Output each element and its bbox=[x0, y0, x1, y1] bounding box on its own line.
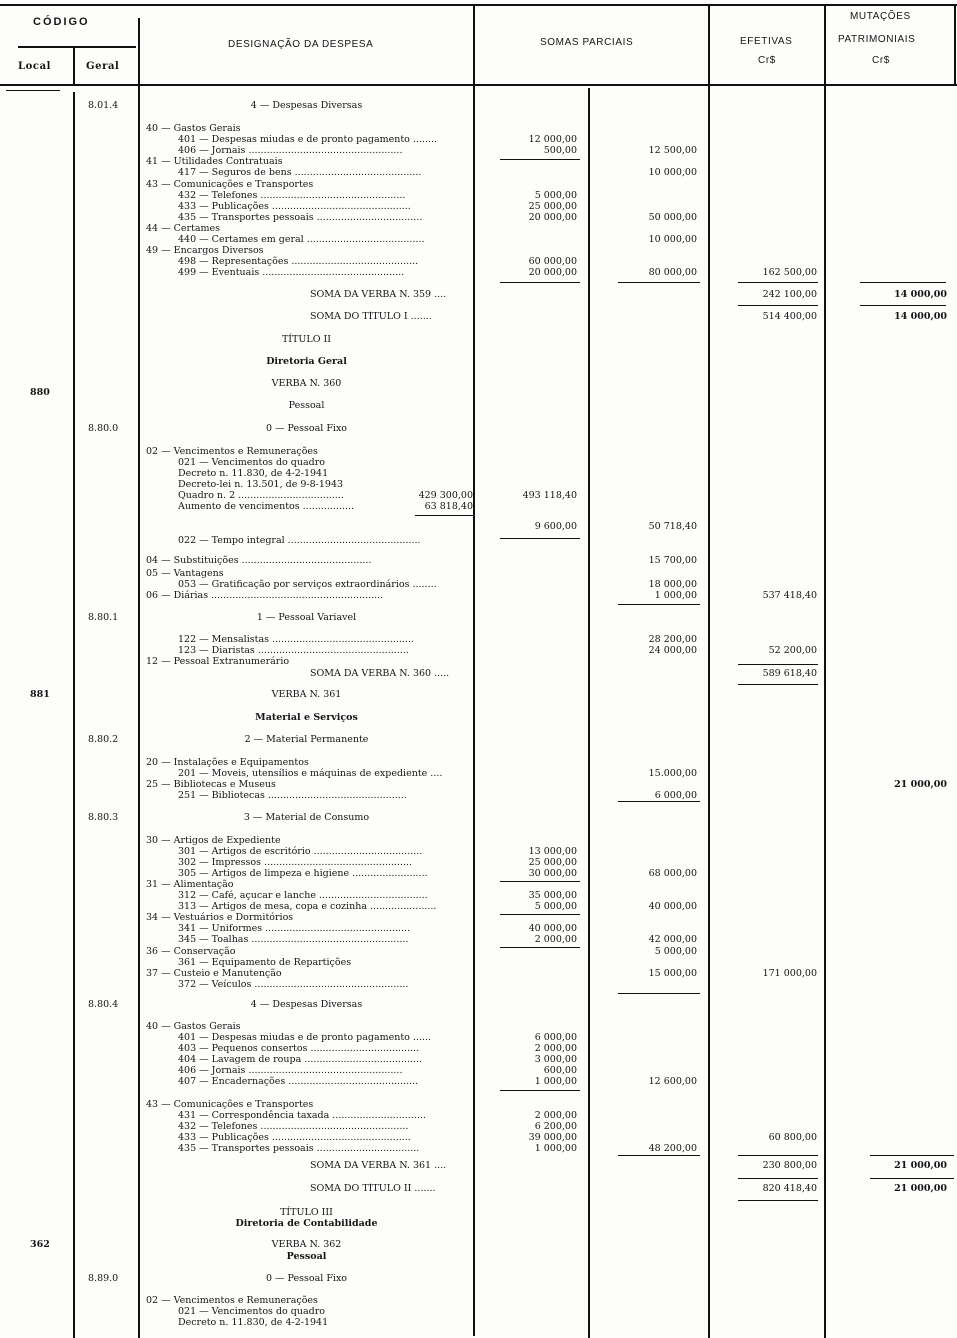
designacao-header: DESIGNAÇÃO DA DESPESA bbox=[228, 39, 374, 50]
expense-heading: VERBA N. 360 bbox=[271, 378, 342, 389]
geral-code: 8.80.4 bbox=[88, 999, 119, 1010]
expense-description: 302 — Impressos ................................................. bbox=[178, 857, 413, 868]
geral-desc-divider bbox=[138, 18, 140, 1338]
inner-amount: 429 300,00 bbox=[418, 490, 473, 501]
expense-description: 440 — Certames em geral ....................................... bbox=[178, 234, 425, 245]
expense-heading: TÍTULO III bbox=[280, 1207, 333, 1218]
partial-amount-2: 80 000,00 bbox=[648, 267, 697, 278]
parcial-mid-divider bbox=[588, 88, 590, 1338]
partial-amount-1: 500,00 bbox=[543, 145, 577, 156]
efetivas-amount: 589 618,40 bbox=[762, 668, 817, 679]
expense-description: 022 — Tempo integral ............................................ bbox=[178, 535, 421, 546]
expense-description: 498 — Representações .......................................... bbox=[178, 256, 419, 267]
expense-heading: TÍTULO II bbox=[281, 334, 332, 345]
efetivas-amount: 537 418,40 bbox=[762, 590, 817, 601]
expense-description: 49 — Encargos Diversos bbox=[146, 245, 264, 256]
expense-description: 401 — Despesas miudas e de pronto pagamento ...... bbox=[178, 1032, 432, 1043]
partial-amount-2: 40 000,00 bbox=[648, 901, 697, 912]
codigo-header: CÓDIGO bbox=[33, 16, 90, 28]
partial-amount-1: 35 000,00 bbox=[528, 890, 577, 901]
expense-description: 432 — Telefones ................................................ bbox=[178, 190, 406, 201]
geral-code: 8.01.4 bbox=[88, 100, 119, 111]
efetivas-amount: 820 418,40 bbox=[762, 1183, 817, 1194]
expense-description: 44 — Certames bbox=[146, 223, 221, 234]
parcial-efetivas-divider bbox=[708, 6, 710, 1338]
expense-heading: Diretoria Geral bbox=[266, 356, 347, 367]
header-bottom-rule-2 bbox=[6, 90, 60, 91]
expense-description: 053 — Gratificação por serviços extraordinários ........ bbox=[178, 579, 437, 590]
partial-amount-2: 48 200,00 bbox=[648, 1143, 697, 1154]
expense-description: 36 — Conservação bbox=[146, 946, 236, 957]
partial-amount-1: 5 000,00 bbox=[534, 901, 577, 912]
partial-amount-1: 493 118,40 bbox=[522, 490, 577, 501]
partial-amount-1: 3 000,00 bbox=[534, 1054, 577, 1065]
expense-description: 312 — Café, açucar e lanche .................................... bbox=[178, 890, 428, 901]
sum-line bbox=[500, 947, 580, 948]
expense-description: 372 — Veículos ................................................... bbox=[178, 979, 409, 990]
efetivas-amount: 52 200,00 bbox=[768, 645, 817, 656]
expense-description: 40 — Gastos Gerais bbox=[146, 1021, 241, 1032]
partial-amount-1: 25 000,00 bbox=[528, 857, 577, 868]
expense-description: SOMA DO TÍTULO I ....... bbox=[310, 311, 432, 322]
partial-amount-1: 20 000,00 bbox=[528, 267, 577, 278]
partial-amount-1: 1 000,00 bbox=[534, 1143, 577, 1154]
partial-amount-1: 5 000,00 bbox=[534, 190, 577, 201]
local-geral-divider bbox=[73, 92, 75, 1338]
partial-amount-1: 2 000,00 bbox=[534, 934, 577, 945]
codigo-underline bbox=[18, 46, 136, 48]
sum-line bbox=[738, 1200, 818, 1201]
partial-amount-2: 15 700,00 bbox=[648, 555, 697, 566]
expense-description: Aumento de vencimentos ................. bbox=[178, 501, 354, 512]
geral-header: Geral bbox=[86, 61, 120, 72]
partial-amount-1: 2 000,00 bbox=[534, 1043, 577, 1054]
sum-line bbox=[500, 881, 580, 882]
mutacoes-amount: 14 000,00 bbox=[894, 311, 947, 322]
partial-amount-2: 50 000,00 bbox=[648, 212, 697, 223]
partial-amount-1: 60 000,00 bbox=[528, 256, 577, 267]
expense-heading: 2 — Material Permanente bbox=[244, 734, 369, 745]
geral-code: 8.80.0 bbox=[88, 423, 119, 434]
sum-line bbox=[618, 282, 700, 283]
inner-amount: 63 818,40 bbox=[424, 501, 473, 512]
geral-code: 8.89.0 bbox=[88, 1273, 119, 1284]
mutacoes-amount: 21 000,00 bbox=[894, 1160, 947, 1171]
mutacoes-amount: 21 000,00 bbox=[894, 779, 947, 790]
expense-description: 417 — Seguros de bens .......................................... bbox=[178, 167, 422, 178]
partial-amount-1: 13 000,00 bbox=[528, 846, 577, 857]
expense-description: 06 — Diárias ......................................................... bbox=[146, 590, 384, 601]
mutacoes-amount: 21 000,00 bbox=[894, 1183, 947, 1194]
expense-description: Decreto-lei n. 13.501, de 9-8-1943 bbox=[178, 479, 344, 490]
sum-line bbox=[415, 515, 473, 516]
expense-description: 02 — Vencimentos e Remunerações bbox=[146, 1295, 318, 1306]
expense-description: 435 — Transportes pessoais ................................... bbox=[178, 212, 423, 223]
expense-description: 403 — Pequenos consertos .................................... bbox=[178, 1043, 420, 1054]
partial-amount-2: 12 500,00 bbox=[648, 145, 697, 156]
partial-amount-2: 42 000,00 bbox=[648, 934, 697, 945]
expense-description: 406 — Jornais ................................................... bbox=[178, 145, 403, 156]
expense-heading: Pessoal bbox=[286, 1251, 327, 1262]
expense-description: 41 — Utilidades Contratuais bbox=[146, 156, 283, 167]
expense-description: 43 — Comunicações e Transportes bbox=[146, 1099, 314, 1110]
sum-line bbox=[618, 604, 700, 605]
geral-code: 8.80.2 bbox=[88, 734, 119, 745]
sum-line bbox=[500, 282, 580, 283]
desc-parcial-divider bbox=[473, 6, 475, 1336]
expense-description: 04 — Substituições ........................................... bbox=[146, 555, 372, 566]
expense-description: 12 — Pessoal Extranumerário bbox=[146, 656, 290, 667]
expense-heading: Material e Serviços bbox=[255, 712, 358, 723]
partial-amount-1: 1 000,00 bbox=[534, 1076, 577, 1087]
expense-description: Decreto n. 11.830, de 4-2-1941 bbox=[178, 1317, 329, 1328]
expense-heading: 4 — Despesas Diversas bbox=[250, 100, 363, 111]
partial-amount-1: 9 600,00 bbox=[534, 521, 577, 532]
expense-description: SOMA DA VERBA N. 361 .... bbox=[310, 1160, 447, 1171]
expense-description: 251 — Bibliotecas .............................................. bbox=[178, 790, 407, 801]
mutacoes-header-2: PATRIMONIAIS bbox=[838, 34, 916, 45]
expense-description: 123 — Diaristas .................................................. bbox=[178, 645, 409, 656]
sum-line bbox=[860, 305, 946, 306]
expense-description: 37 — Custeio e Manutenção bbox=[146, 968, 282, 979]
expense-description: 433 — Publicações .............................................. bbox=[178, 1132, 411, 1143]
expense-description: 435 — Transportes pessoais .................................. bbox=[178, 1143, 420, 1154]
expense-heading: 1 — Pessoal Variavel bbox=[256, 612, 357, 623]
sum-line bbox=[860, 282, 946, 283]
partial-amount-2: 6 000,00 bbox=[654, 790, 697, 801]
sum-line bbox=[738, 282, 818, 283]
expense-description: 34 — Vestuários e Dormitórios bbox=[146, 912, 294, 923]
expense-description: 25 — Bibliotecas e Museus bbox=[146, 779, 276, 790]
expense-description: 305 — Artigos de limpeza e higiene ......................... bbox=[178, 868, 428, 879]
sum-line bbox=[870, 1155, 954, 1156]
expense-description: 05 — Vantagens bbox=[146, 568, 224, 579]
expense-description: 02 — Vencimentos e Remunerações bbox=[146, 446, 318, 457]
sum-line bbox=[738, 1155, 818, 1156]
expense-heading: 4 — Despesas Diversas bbox=[250, 999, 363, 1010]
partial-amount-2: 12 600,00 bbox=[648, 1076, 697, 1087]
efetivas-amount: 171 000,00 bbox=[762, 968, 817, 979]
local-code: 880 bbox=[30, 387, 50, 398]
sum-line bbox=[500, 538, 580, 539]
efetivas-mutacoes-divider bbox=[824, 6, 826, 1338]
partial-amount-1: 2 000,00 bbox=[534, 1110, 577, 1121]
expense-description: 313 — Artigos de mesa, copa e cozinha ...................... bbox=[178, 901, 437, 912]
expense-description: 432 — Telefones ................................................. bbox=[178, 1121, 409, 1132]
efetivas-header: EFETIVAS bbox=[740, 36, 793, 47]
expense-heading: Pessoal bbox=[288, 400, 325, 411]
expense-description: 404 — Lavagem de roupa ....................................... bbox=[178, 1054, 423, 1065]
expense-description: 407 — Encadernações ........................................... bbox=[178, 1076, 419, 1087]
expense-description: SOMA DA VERBA N. 359 .... bbox=[310, 289, 447, 300]
expense-description: 406 — Jornais ................................................... bbox=[178, 1065, 403, 1076]
expense-description: 345 — Toalhas .................................................... bbox=[178, 934, 409, 945]
expense-heading: VERBA N. 361 bbox=[271, 689, 342, 700]
efetivas-amount: 514 400,00 bbox=[762, 311, 817, 322]
sum-line bbox=[618, 1155, 700, 1156]
mutacoes-header-1: MUTAÇÕES bbox=[850, 11, 911, 22]
expense-description: 30 — Artigos de Expediente bbox=[146, 835, 281, 846]
partial-amount-1: 39 000,00 bbox=[528, 1132, 577, 1143]
sum-line bbox=[738, 305, 818, 306]
sum-line bbox=[738, 684, 818, 685]
geral-code: 8.80.1 bbox=[88, 612, 119, 623]
efetivas-amount: 162 500,00 bbox=[762, 267, 817, 278]
expense-description: 40 — Gastos Gerais bbox=[146, 123, 241, 134]
expense-description: 021 — Vencimentos do quadro bbox=[178, 1306, 325, 1317]
right-border-head bbox=[954, 6, 956, 84]
expense-description: 499 — Eventuais ............................................... bbox=[178, 267, 405, 278]
partial-amount-1: 40 000,00 bbox=[528, 923, 577, 934]
efetivas-amount: 230 800,00 bbox=[762, 1160, 817, 1171]
partial-amount-1: 6 200,00 bbox=[534, 1121, 577, 1132]
expense-description: SOMA DA VERBA N. 360 ..... bbox=[310, 668, 450, 679]
expense-heading: 0 — Pessoal Fixo bbox=[265, 1273, 348, 1284]
sum-line bbox=[738, 664, 818, 665]
efetivas-unit: Cr$ bbox=[758, 55, 776, 66]
expense-description: 122 — Mensalistas ............................................... bbox=[178, 634, 414, 645]
expense-description: 021 — Vencimentos do quadro bbox=[178, 457, 325, 468]
sum-line bbox=[500, 914, 580, 915]
local-code: 881 bbox=[30, 689, 50, 700]
expense-description: 431 — Correspondência taxada ............................... bbox=[178, 1110, 426, 1121]
sum-line bbox=[738, 1178, 818, 1179]
header-bottom-rule bbox=[0, 84, 957, 86]
partial-amount-2: 1 000,00 bbox=[654, 590, 697, 601]
top-rule bbox=[0, 4, 957, 6]
expense-description: SOMA DO TÍTULO II ....... bbox=[310, 1183, 436, 1194]
partial-amount-2: 50 718,40 bbox=[648, 521, 697, 532]
partial-amount-2: 10 000,00 bbox=[648, 234, 697, 245]
expense-description: Decreto n. 11.830, de 4-2-1941 bbox=[178, 468, 329, 479]
expense-heading: Diretoria de Contabilidade bbox=[235, 1218, 378, 1229]
partial-amount-1: 30 000,00 bbox=[528, 868, 577, 879]
sum-line bbox=[870, 1178, 954, 1179]
expense-description: 433 — Publicações .............................................. bbox=[178, 201, 411, 212]
expense-description: 31 — Alimentação bbox=[146, 879, 234, 890]
geral-code: 8.80.3 bbox=[88, 812, 119, 823]
partial-amount-1: 6 000,00 bbox=[534, 1032, 577, 1043]
expense-description: 341 — Uniformes ................................................ bbox=[178, 923, 411, 934]
expense-description: 201 — Moveis, utensílios e máquinas de expediente .... bbox=[178, 768, 443, 779]
sum-line bbox=[618, 993, 700, 994]
partial-amount-2: 15 000,00 bbox=[648, 968, 697, 979]
expense-description: 20 — Instalações e Equipamentos bbox=[146, 757, 309, 768]
expense-description: 361 — Equipamento de Repartições bbox=[178, 957, 352, 968]
mutacoes-amount: 14 000,00 bbox=[894, 289, 947, 300]
partial-amount-2: 15.000,00 bbox=[648, 768, 697, 779]
expense-heading: 0 — Pessoal Fixo bbox=[265, 423, 348, 434]
partial-amount-2: 68 000,00 bbox=[648, 868, 697, 879]
partial-amount-2: 5 000,00 bbox=[654, 946, 697, 957]
expense-heading: 3 — Material de Consumo bbox=[243, 812, 370, 823]
partial-amount-2: 24 000,00 bbox=[648, 645, 697, 656]
expense-description: 301 — Artigos de escritório .................................... bbox=[178, 846, 423, 857]
local-code: 362 bbox=[30, 1239, 50, 1250]
mutacoes-unit: Cr$ bbox=[872, 55, 890, 66]
partial-amount-2: 10 000,00 bbox=[648, 167, 697, 178]
sum-line bbox=[500, 1090, 580, 1091]
local-header: Local bbox=[18, 61, 52, 72]
efetivas-amount: 242 100,00 bbox=[762, 289, 817, 300]
partial-amount-1: 600,00 bbox=[543, 1065, 577, 1076]
expense-description: Quadro n. 2 ................................... bbox=[178, 490, 344, 501]
sum-line bbox=[618, 801, 700, 802]
somas-parciais-header: SOMAS PARCIAIS bbox=[540, 37, 634, 48]
expense-heading: VERBA N. 362 bbox=[271, 1239, 342, 1250]
partial-amount-1: 12 000,00 bbox=[528, 134, 577, 145]
partial-amount-2: 18 000,00 bbox=[648, 579, 697, 590]
efetivas-amount: 60 800,00 bbox=[768, 1132, 817, 1143]
partial-amount-1: 20 000,00 bbox=[528, 212, 577, 223]
local-geral-divider-head bbox=[73, 48, 75, 84]
partial-amount-2: 28 200,00 bbox=[648, 634, 697, 645]
sum-line bbox=[500, 159, 580, 160]
expense-description: 43 — Comunicações e Transportes bbox=[146, 179, 314, 190]
expense-description: 401 — Despesas miudas e de pronto pagamento ........ bbox=[178, 134, 438, 145]
partial-amount-1: 25 000,00 bbox=[528, 201, 577, 212]
